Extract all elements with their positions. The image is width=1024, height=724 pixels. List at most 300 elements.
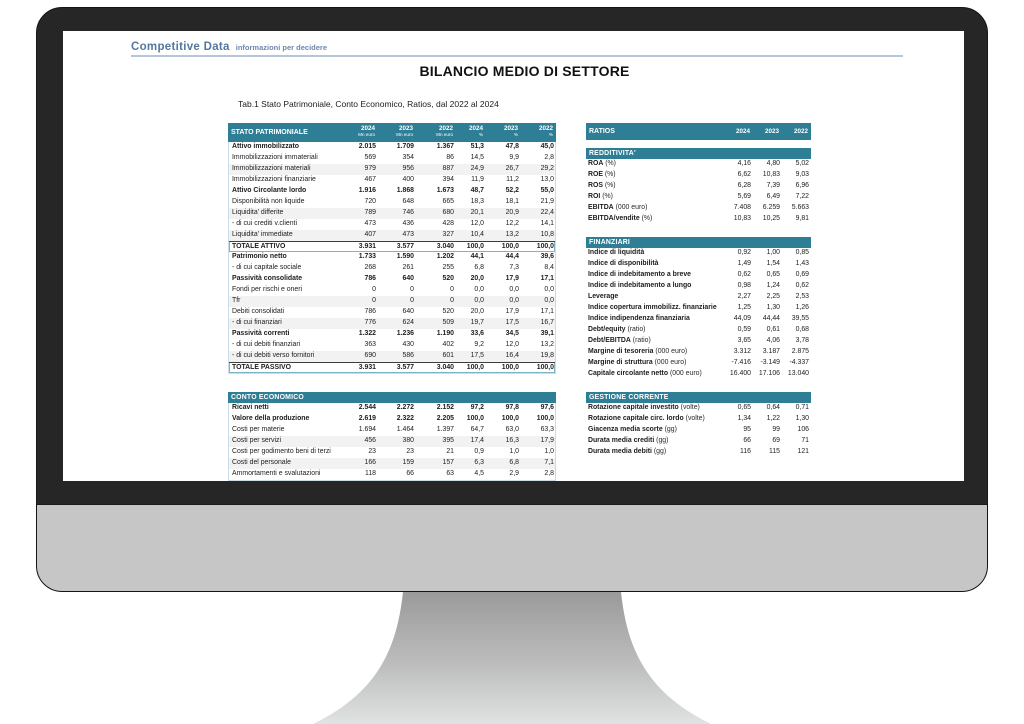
table-body <box>228 142 556 374</box>
row-value: 1,24 <box>766 282 780 289</box>
row-value: 776 <box>364 319 376 326</box>
row-value: 9,03 <box>795 171 809 178</box>
row-value: 6,28 <box>737 182 751 189</box>
row-value: 18,3 <box>470 198 484 205</box>
table-row <box>229 142 555 153</box>
row-label-main: Indice copertura immobilizz. finanziarie <box>588 304 717 311</box>
row-value: 640 <box>402 308 414 315</box>
row-value: 261 <box>402 264 414 271</box>
column-year: 2022 <box>538 125 553 132</box>
row-label <box>586 369 724 380</box>
table-row <box>229 318 555 329</box>
row-value: 1,22 <box>766 415 780 422</box>
row-value: 0,85 <box>795 249 809 256</box>
row-value: 2,53 <box>795 293 809 300</box>
row-label-note: (%) <box>605 160 616 167</box>
column-unit: Mn euro <box>396 132 413 137</box>
row-value: 1,30 <box>795 415 809 422</box>
row-value: 33,6 <box>470 330 484 337</box>
row-value: -4.337 <box>789 359 809 366</box>
row-value: 17,9 <box>540 437 554 444</box>
table-row <box>586 447 811 458</box>
row-label-main: Indice di disponibilità <box>588 260 659 267</box>
table-row <box>229 186 555 197</box>
row-label: Patrimonio netto <box>232 253 287 260</box>
row-value: 690 <box>364 352 376 359</box>
row-label: - di cui debiti verso fornitori <box>232 352 315 359</box>
row-value: 100,0 <box>536 243 554 250</box>
table-caption: Tab.1 Stato Patrimoniale, Conto Economico, Ratios, dal 2022 al 2024 <box>238 99 499 109</box>
row-value: 39,55 <box>791 315 809 322</box>
table-row <box>586 281 811 292</box>
row-label: Costi del personale <box>232 459 291 466</box>
total-row <box>229 362 555 373</box>
row-value: 100,0 <box>501 415 519 422</box>
row-value: 0,69 <box>795 271 809 278</box>
row-value: 2.322 <box>396 415 414 422</box>
row-value: 2,8 <box>544 154 554 161</box>
column-unit: % <box>548 132 553 137</box>
row-value: 12,2 <box>505 220 519 227</box>
row-value: 4,06 <box>766 337 780 344</box>
row-value: 26,7 <box>505 165 519 172</box>
row-value: 1,43 <box>795 260 809 267</box>
row-label-main: Debt/EBITDA <box>588 337 631 344</box>
row-value: 1.916 <box>358 187 376 194</box>
table-row <box>586 403 811 414</box>
row-value: 1.464 <box>396 426 414 433</box>
column-year: 2023 <box>503 125 518 132</box>
column-header <box>486 123 521 142</box>
row-value: 786 <box>364 275 376 282</box>
table-row <box>586 192 811 203</box>
row-value: 3.931 <box>358 243 376 250</box>
table-row <box>229 436 555 447</box>
row-value: 1,25 <box>737 304 751 311</box>
table-row <box>229 263 555 274</box>
row-label-main: EBITDA <box>588 204 614 211</box>
row-label <box>586 314 724 325</box>
row-value: 12,0 <box>470 220 484 227</box>
row-value: 39,6 <box>540 253 554 260</box>
row-value: 47,8 <box>505 143 519 150</box>
table-conto-economico <box>228 392 556 481</box>
row-value: 430 <box>402 341 414 348</box>
row-value: 17,5 <box>505 319 519 326</box>
column-header <box>456 123 486 142</box>
row-value: 0,9 <box>474 448 484 455</box>
table-row <box>586 358 811 369</box>
row-label: Fondi per rischi e oneri <box>232 286 303 293</box>
row-value: 402 <box>442 341 454 348</box>
row-value: 7,1 <box>544 459 554 466</box>
row-value: 63 <box>446 470 454 477</box>
row-value: 6,8 <box>509 459 519 466</box>
row-label-main: Margine di struttura <box>588 359 653 366</box>
row-value: 1.322 <box>358 330 376 337</box>
row-value: 13,2 <box>540 341 554 348</box>
brand-header <box>131 37 327 55</box>
row-label-note: (000 euro) <box>654 359 687 366</box>
row-value: 100,0 <box>536 415 554 422</box>
row-value: 473 <box>402 231 414 238</box>
row-value: 12,0 <box>505 341 519 348</box>
row-value: 39,1 <box>540 330 554 337</box>
row-value: 4,80 <box>766 160 780 167</box>
row-label-main: Debt/equity <box>588 326 626 333</box>
ratios-section-finanziari <box>586 237 811 380</box>
row-value: 44,44 <box>762 315 780 322</box>
row-value: 13,0 <box>540 176 554 183</box>
row-value: 1.709 <box>396 143 414 150</box>
row-value: 23 <box>406 448 414 455</box>
row-label <box>586 336 724 347</box>
row-value: 2,9 <box>509 470 519 477</box>
row-label-main: Rotazione capitale circ. lordo <box>588 415 684 422</box>
row-value: -7.416 <box>731 359 751 366</box>
row-label: Passività consolidate <box>232 275 303 282</box>
row-value: 64,7 <box>470 426 484 433</box>
row-label-note: (%) <box>604 182 616 189</box>
row-value: 14,1 <box>540 220 554 227</box>
table-row <box>586 425 811 436</box>
conto-economico-header: CONTO ECONOMICO <box>228 392 556 403</box>
row-value: 9,9 <box>509 154 519 161</box>
row-value: 363 <box>364 341 376 348</box>
row-value: 97,6 <box>540 404 554 411</box>
row-label: Valore della produzione <box>232 415 310 422</box>
table-ratios <box>586 123 811 458</box>
brand-rule-divider <box>131 55 903 57</box>
row-value: 1,34 <box>737 415 751 422</box>
row-label: Passività correnti <box>232 330 290 337</box>
monitor-stand <box>297 592 727 724</box>
column-unit: % <box>513 132 518 137</box>
row-value: 520 <box>442 275 454 282</box>
row-label-main: ROE <box>588 171 603 178</box>
table-row <box>229 469 555 480</box>
table-row <box>229 296 555 307</box>
stato-patrimoniale-header <box>228 123 556 142</box>
row-value: 520 <box>442 308 454 315</box>
row-value: 17.106 <box>758 370 780 377</box>
row-value: 5,02 <box>795 160 809 167</box>
row-value: 0,62 <box>737 271 751 278</box>
row-value: 624 <box>402 319 414 326</box>
row-label: Liquidita' immediate <box>232 231 293 238</box>
row-label: - di cui capitale sociale <box>232 264 302 271</box>
row-value: 97,2 <box>470 404 484 411</box>
row-value: 63,0 <box>505 426 519 433</box>
ratios-section-redditivita- <box>586 148 811 225</box>
row-value: 327 <box>442 231 454 238</box>
row-label-main: Margine di tesoreria <box>588 348 654 355</box>
table-row <box>586 336 811 347</box>
row-value: 11,2 <box>506 176 519 183</box>
row-value: 2.015 <box>358 143 376 150</box>
row-value: 16,3 <box>505 437 519 444</box>
row-value: 5.663 <box>791 204 809 211</box>
section-header: FINANZIARI <box>586 237 811 248</box>
brand-tagline: informazioni per decidere <box>235 43 328 52</box>
table-row <box>229 414 555 425</box>
row-value: 0,61 <box>766 326 780 333</box>
row-value: 17,9 <box>505 275 519 282</box>
row-value: 1.673 <box>436 187 454 194</box>
table-row <box>586 292 811 303</box>
row-value: 0,98 <box>737 282 751 289</box>
row-value: 10,8 <box>540 231 554 238</box>
row-value: 255 <box>442 264 454 271</box>
row-value: 17,1 <box>540 308 554 315</box>
row-value: 17,5 <box>470 352 484 359</box>
row-value: 44,4 <box>505 253 519 260</box>
row-value: 509 <box>442 319 454 326</box>
row-value: 665 <box>442 198 454 205</box>
row-value: 7.408 <box>733 204 751 211</box>
row-label <box>586 203 724 214</box>
row-value: 395 <box>442 437 454 444</box>
row-value: 166 <box>364 459 376 466</box>
row-value: 0,71 <box>795 404 809 411</box>
row-label: Ricavi netti <box>232 404 269 411</box>
table-row <box>229 329 555 340</box>
table-row <box>229 252 555 263</box>
row-value: 2.619 <box>358 415 376 422</box>
row-value: 2,27 <box>737 293 751 300</box>
table-row <box>229 447 555 458</box>
row-value: 6,49 <box>766 193 780 200</box>
row-value: 100,0 <box>501 364 519 371</box>
row-label: TOTALE PASSIVO <box>232 364 291 371</box>
row-label-main: EBITDA/vendite <box>588 215 640 222</box>
row-label-main: ROI <box>588 193 601 200</box>
row-value: 6,3 <box>474 459 484 466</box>
row-value: 4,16 <box>737 160 751 167</box>
row-label <box>586 281 724 292</box>
row-value: 1.733 <box>358 253 376 260</box>
row-value: 7,3 <box>509 264 519 271</box>
column-unit: % <box>478 132 483 137</box>
column-year: 2024 <box>735 128 750 135</box>
table-row <box>586 369 811 380</box>
row-value: 34,5 <box>505 330 519 337</box>
row-value: 21,9 <box>540 198 554 205</box>
row-value: 2,8 <box>544 470 554 477</box>
row-value: 10,83 <box>762 171 780 178</box>
row-value: 4,5 <box>474 470 484 477</box>
row-value: 456 <box>364 437 376 444</box>
row-value: 1.694 <box>358 426 376 433</box>
row-label-main: ROS <box>588 182 603 189</box>
row-label-note: (ratio) <box>632 337 651 344</box>
ratios-header <box>586 123 811 140</box>
row-value: 0 <box>450 297 454 304</box>
row-label <box>586 214 724 225</box>
row-value: 380 <box>402 437 414 444</box>
row-value: 66 <box>743 437 751 444</box>
row-value: 473 <box>364 220 376 227</box>
row-value: 0 <box>410 297 414 304</box>
row-value: 51,3 <box>470 143 484 150</box>
row-label-note: (volte) <box>685 415 705 422</box>
row-value: 157 <box>442 459 454 466</box>
column-header <box>416 123 456 142</box>
row-value: 1,30 <box>766 304 780 311</box>
row-value: 100,0 <box>466 243 484 250</box>
total-row <box>229 241 555 252</box>
row-value: 44,1 <box>470 253 484 260</box>
row-label-main: Giacenza media scorte <box>588 426 663 433</box>
table-row <box>229 230 555 241</box>
row-value: 0,92 <box>737 249 751 256</box>
row-value: 3.577 <box>396 364 414 371</box>
section-header: REDDITIVITA' <box>586 148 811 159</box>
row-value: 0 <box>450 286 454 293</box>
table-row <box>229 219 555 230</box>
row-value: 97,8 <box>505 404 519 411</box>
table-row <box>229 285 555 296</box>
row-label-note: (volte) <box>680 404 700 411</box>
table-stato-patrimoniale <box>228 123 556 374</box>
row-value: 0,62 <box>795 282 809 289</box>
row-value: 354 <box>402 154 414 161</box>
row-label: Disponibilità non liquide <box>232 198 305 205</box>
table-row <box>229 340 555 351</box>
table-row <box>586 303 811 314</box>
row-value: 887 <box>442 165 454 172</box>
row-label-main: Rotazione capitale investito <box>588 404 679 411</box>
table-row <box>586 347 811 358</box>
row-value: 2.544 <box>358 404 376 411</box>
row-value: 0 <box>372 297 376 304</box>
row-label <box>586 414 724 425</box>
table-row <box>586 214 811 225</box>
column-year: 2022 <box>793 128 808 135</box>
row-value: 0,0 <box>509 286 519 293</box>
table-row <box>229 197 555 208</box>
row-label <box>586 436 724 447</box>
row-value: -3.149 <box>760 359 780 366</box>
row-value: 8,4 <box>544 264 554 271</box>
row-label <box>586 181 724 192</box>
row-value: 44,09 <box>733 315 751 322</box>
row-value: 20,0 <box>470 275 484 282</box>
row-value: 20,9 <box>505 209 519 216</box>
column-year: 2023 <box>398 125 413 132</box>
row-value: 86 <box>446 154 454 161</box>
row-value: 0,65 <box>737 404 751 411</box>
row-value: 1,26 <box>795 304 809 311</box>
row-value: 3.577 <box>396 243 414 250</box>
table-row <box>229 351 555 362</box>
row-value: 6,62 <box>737 171 751 178</box>
row-label-main: Indice di indebitamento a breve <box>588 271 691 278</box>
row-value: 19,7 <box>470 319 484 326</box>
table-row <box>586 270 811 281</box>
row-label <box>586 358 724 369</box>
row-value: 680 <box>442 209 454 216</box>
row-value: 48,7 <box>470 187 484 194</box>
row-label-note: (ratio) <box>627 326 646 333</box>
row-value: 1.202 <box>436 253 454 260</box>
row-label: - di cui debiti finanziari <box>232 341 301 348</box>
row-value: 1.868 <box>396 187 414 194</box>
row-value: 1,54 <box>766 260 780 267</box>
row-value: 2.272 <box>396 404 414 411</box>
table-row <box>229 164 555 175</box>
row-value: 0,0 <box>544 297 554 304</box>
row-value: 400 <box>402 176 414 183</box>
row-value: 569 <box>364 154 376 161</box>
row-label: Debiti consolidati <box>232 308 285 315</box>
row-value: 20,1 <box>470 209 484 216</box>
row-value: 14,5 <box>470 154 484 161</box>
row-label: Costi per godimento beni di terzi <box>232 448 331 455</box>
row-value: 1.367 <box>436 143 454 150</box>
row-value: 3.931 <box>358 364 376 371</box>
row-value: 9,2 <box>474 341 484 348</box>
row-value: 789 <box>364 209 376 216</box>
row-value: 17,9 <box>505 308 519 315</box>
row-value: 69 <box>772 437 780 444</box>
table-row <box>586 259 811 270</box>
row-label-note: (000 euro) <box>655 348 688 355</box>
column-year: 2023 <box>764 128 779 135</box>
row-value: 7,39 <box>766 182 780 189</box>
row-value: 99 <box>772 426 780 433</box>
row-value: 0,64 <box>766 404 780 411</box>
row-label-main: Indice di liquidità <box>588 249 645 256</box>
table-row <box>229 403 555 414</box>
page-title: BILANCIO MEDIO DI SETTORE <box>419 63 630 79</box>
column-unit: Mn euro <box>436 132 453 137</box>
row-value: 17,4 <box>470 437 484 444</box>
row-label <box>586 347 724 358</box>
row-label: Costi per materie <box>232 426 285 433</box>
row-value: 19,8 <box>540 352 554 359</box>
row-value: 106 <box>797 426 809 433</box>
row-value: 0,0 <box>544 286 554 293</box>
column-header <box>340 123 378 142</box>
row-label-main: Indice indipendenza finanziaria <box>588 315 690 322</box>
row-value: 1,0 <box>509 448 519 455</box>
row-value: 13.040 <box>787 370 809 377</box>
row-value: 3.312 <box>733 348 751 355</box>
row-value: 746 <box>402 209 414 216</box>
row-value: 29,2 <box>540 165 554 172</box>
row-value: 467 <box>364 176 376 183</box>
row-label: - di cui crediti v.clienti <box>232 220 297 227</box>
row-value: 1,0 <box>544 448 554 455</box>
row-value: 52,2 <box>505 187 519 194</box>
left-column <box>228 123 556 481</box>
row-label-note: (gg) <box>656 437 669 444</box>
row-label: Tfr <box>232 297 241 304</box>
row-label <box>586 259 724 270</box>
row-label <box>586 403 724 414</box>
row-value: 11,9 <box>471 176 484 183</box>
row-value: 0 <box>410 286 414 293</box>
monitor-frame <box>36 7 988 592</box>
section-header: GESTIONE CORRENTE <box>586 392 811 403</box>
section-title: RATIOS <box>589 128 615 135</box>
row-value: 2.205 <box>436 415 454 422</box>
table-row <box>229 425 555 436</box>
row-value: 2,25 <box>766 293 780 300</box>
row-label <box>586 248 724 259</box>
row-value: 428 <box>442 220 454 227</box>
